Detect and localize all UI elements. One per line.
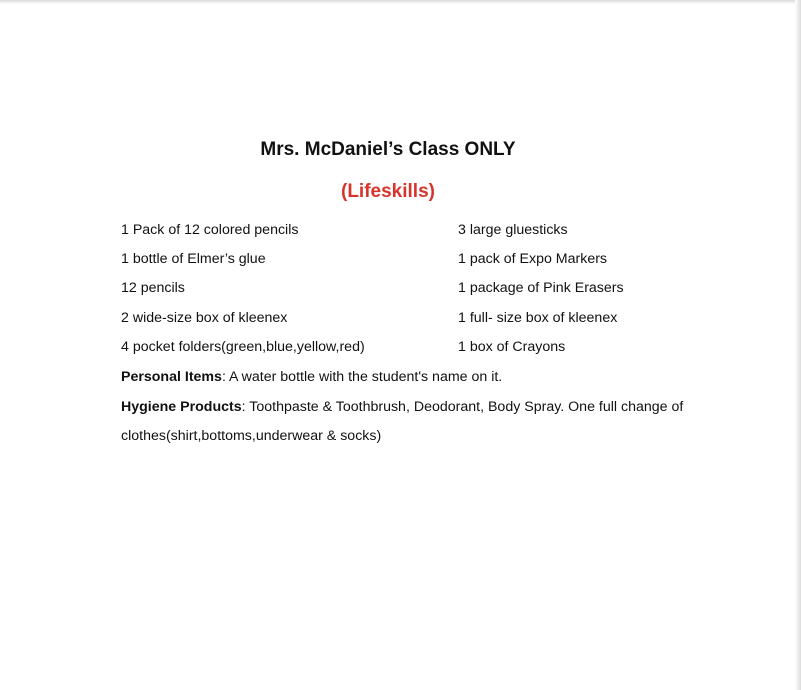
hygiene-products-continuation: clothes(shirt,bottoms,underwear & socks) <box>121 428 382 444</box>
document-subtitle: (Lifeskills) <box>341 181 435 202</box>
supply-item: 1 bottle of Elmer’s glue <box>121 251 266 267</box>
hygiene-products-text: : Toothpaste & Toothbrush, Deodorant, Body Spray. One full change of <box>241 399 684 415</box>
page-top-shadow <box>0 0 801 4</box>
supply-item: 1 full- size box of kleenex <box>458 310 618 326</box>
supply-item: 1 box of Crayons <box>458 339 566 355</box>
supply-item: 4 pocket folders(green,blue,yellow,red) <box>121 339 365 355</box>
supply-item: 12 pencils <box>121 280 185 296</box>
supply-item: 1 Pack of 12 colored pencils <box>121 222 299 238</box>
page-right-shadow <box>795 0 801 690</box>
hygiene-products-label: Hygiene Products <box>121 399 242 415</box>
supply-item: 2 wide-size box of kleenex <box>121 310 288 326</box>
personal-items-text: : A water bottle with the student's name on it. <box>221 369 503 385</box>
personal-items-label: Personal Items <box>121 369 222 385</box>
hygiene-products-line <box>121 399 683 415</box>
supply-item: 1 pack of Expo Markers <box>458 251 608 267</box>
personal-items-line <box>121 369 502 385</box>
document-title: Mrs. McDaniel’s Class ONLY <box>260 139 516 160</box>
supply-item: 1 package of Pink Erasers <box>458 280 624 296</box>
supply-item: 3 large gluesticks <box>458 222 568 238</box>
